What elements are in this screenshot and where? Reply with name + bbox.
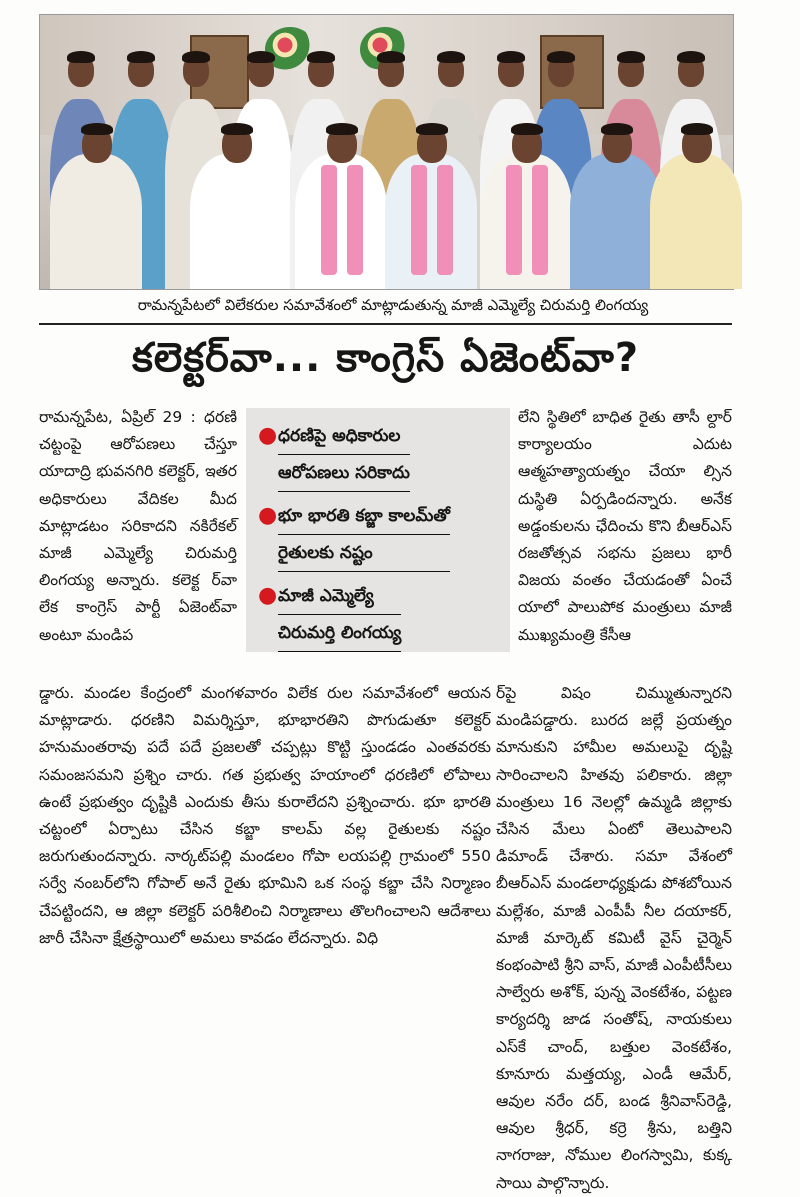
person-seated — [50, 154, 142, 289]
person-hair — [511, 123, 543, 135]
person-hair — [81, 123, 113, 135]
person-hair — [67, 51, 95, 63]
person-hair — [437, 51, 465, 63]
person-hair — [601, 123, 633, 135]
photo-caption: రామన్నపేటలో విలేకరుల సమావేశంలో మాట్లాడుతున్న మాజీ ఎమ్మెల్యే చిరుమర్తి లింగయ్య — [137, 296, 649, 314]
person-hair — [677, 51, 705, 63]
highlight-item — [258, 498, 498, 572]
person-seated — [570, 154, 662, 289]
person-hair — [547, 51, 575, 63]
person-seated — [385, 154, 477, 289]
headline: కలెక్టర్‌వా... కాంగ్రెస్‌ ఏజెంట్‌వా? — [131, 335, 640, 381]
person-seated — [190, 154, 282, 289]
highlight-line: ధరణిపై అధికారుల — [278, 418, 410, 455]
person-hair — [127, 51, 155, 63]
person-hair — [377, 51, 405, 63]
person-hair — [221, 123, 253, 135]
highlight-line: ఆరోపణలు సరికాదు — [278, 455, 410, 492]
person-hair — [497, 51, 525, 63]
article-column-2: డ్డారు. మండల కేంద్రంలో మంగళవారం విలేక రుల సమావేశంలో ఆయన మాట్లాడారు. ధరణిని విమర్శిస్తూ, భూభారతిని పొగుడుతూ కలెక్టర్‌ హనుమంతరావు పదే పదే ప్రజలతో చప్పట్లు కొట్టి స్తుండడం ఎంతవరకు సమంజసమని ప్రశ్నిం చారు. గత ప్రభుత్వ హయాంలో ధరణిలో లోపాలు ఉంటే ప్రభుత్వం దృష్టికి ఎందుకు తీసు కురాలేదని ప్రశ్నించారు. భూ భారతి చట్టంలో ఏర్పాటు చేసిన కబ్జా కాలమ్‌ వల్ల రైతులకు నష్టం జరుగుతుందన్నారు. నార్కట్‌పల్లి మండలం గోపా లయపల్లి గ్రామంలో 550 సర్వే నంబర్‌లోని గోపాల్‌ అనే రైతు భూమిని ఒక సంస్థ కబ్జా చేసి నిర్మాణం చేపట్టిందని, ఆ జిల్లా కలెక్టర్‌ పరిశీలించి నిర్మాణాలు తొలగించాలని ఆదేశాలు జారీ చేసినా క్షేత్రస్థాయిలో అమలు కావడం లేదన్నారు. విధి — [39, 684, 491, 947]
person-hair — [326, 123, 358, 135]
person-hair — [617, 51, 645, 63]
highlight-item — [258, 418, 498, 492]
person-hair — [416, 123, 448, 135]
pink-stole — [437, 165, 453, 275]
article-column-3: లేని స్థితిలో బాధిత రైతు తాసీ ల్దార్‌ కార్యాలయం ఎదుట ఆత్మహత్యాయత్నం చేయా ల్సిన దుస్థితి ఏర్పడిందన్నారు. అనేక అడ్డంకులను ఛేదించు కొని బీఆర్‌ఎస్‌ రజతోత్సవ సభను ప్రజలు భారీ విజయ వంతం చేయడంతో ఏంచే యాలో పాలుపోక మంత్రులు మాజీ ముఖ్యమంత్రి కేసీఆ — [518, 408, 732, 644]
bullet-icon: ● — [258, 503, 278, 528]
person-hair — [307, 51, 335, 63]
pink-stole — [347, 165, 363, 275]
highlight-line: చిరుమర్తి లింగయ్య — [278, 615, 401, 652]
bullet-icon: ● — [258, 583, 278, 608]
highlight-item — [258, 578, 498, 652]
caption-rule — [39, 323, 732, 325]
person-seated — [295, 154, 387, 289]
highlight-line: భూ భారతి కబ్జా కాలమ్‌తో — [278, 498, 450, 535]
article-column-1: రామన్నపేట, ఏప్రిల్‌ 29 : ధరణి చట్టంపై ఆరోపణలు చేస్తూ యాదాద్రి భువనగిరి కలెక్టర్‌, ఇతర అధికారులు వేదికల మీద మాట్లాడటం సరికాదని నకిరేకల్‌ మాజీ ఎమ్మెల్యే చిరుమర్తి లింగయ్య అన్నారు. కలెక్ట ర్‌వా లేక కాంగ్రెస్‌ పార్టీ ఏజెంట్‌వా అంటూ మండిప — [39, 408, 237, 644]
person-hair — [182, 51, 210, 63]
pink-stole — [506, 165, 522, 275]
highlight-line: రైతులకు నష్టం — [278, 535, 450, 572]
highlight-box — [246, 408, 510, 652]
pink-stole — [532, 165, 548, 275]
news-photo — [39, 14, 734, 290]
pink-stole — [321, 165, 337, 275]
person-seated — [480, 154, 572, 289]
person-seated — [650, 154, 742, 289]
pink-stole — [411, 165, 427, 275]
highlight-line: మాజీ ఎమ్మెల్యే — [278, 578, 401, 615]
person-hair — [681, 123, 713, 135]
person-hair — [247, 51, 275, 63]
bullet-icon: ● — [258, 423, 278, 448]
article-column-4: ర్‌పై విషం చిమ్ముతున్నారని మండిపడ్డారు. బురద జల్లే ప్రయత్నం మానుకుని హామీల అమలుపై దృష్టి సారించాలని హితవు పలికారు. జిల్లా మంత్రులు 16 నెలల్లో ఉమ్మడి జిల్లాకు చేసిన మేలు ఏంటో తెలుపాలని డిమాండ్‌ చేశారు. సమా వేశంలో బీఆర్‌ఎస్‌ మండలాధ్యక్షుడు పోశబోయిన మల్లేశం, మాజీ ఎంపీపీ నీల దయాకర్‌, మాజీ మార్కెట్‌ కమిటీ వైస్‌ చైర్మెన్‌ కంభంపాటి శ్రీని వాస్‌, మాజీ ఎంపీటీసీలు సాల్వేరు అశోక్‌, పున్న వెంకటేశం, పట్టణ కార్యదర్శి జాడ సంతోష్‌, నాయకులు ఎస్‌కే చాంద్‌, బత్తుల వెంకటేశం, కూనూరు మత్తయ్య, ఎండీ ఆమేర్‌, ఆవుల నరేం దర్‌, బండ శ్రీనివాస్‌రెడ్డి, ఆవుల శ్రీధర్‌, కర్రె శ్రీను, బత్తిని నాగరాజు, నోముల లింగస్వామి, కుక్క సాయి పాల్గొన్నారు. — [496, 684, 732, 1192]
